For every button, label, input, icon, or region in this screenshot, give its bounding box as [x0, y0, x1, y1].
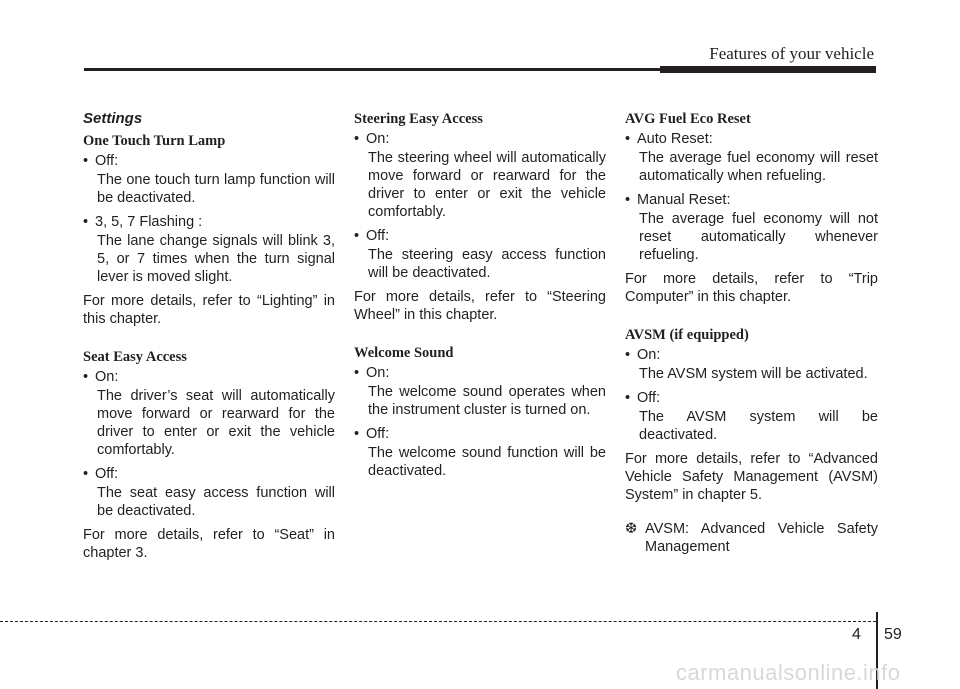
column-1	[83, 110, 335, 562]
heading-welcome-sound: Welcome Sound	[354, 345, 454, 361]
list-item: • Auto Reset:	[625, 130, 878, 148]
paragraph: For more details, refer to “Lighting” in this chapter.	[83, 293, 335, 327]
heading-seat-easy-access: Seat Easy Access	[83, 349, 187, 365]
list-item-desc: The average fuel economy will not reset automatically whenever refueling.	[639, 211, 878, 263]
list-item: • On:	[354, 130, 606, 148]
list-item-desc: The welcome sound function will be deactivated.	[368, 445, 606, 479]
chapter-number: 4	[852, 626, 861, 643]
list-item-desc: The seat easy access function will be deactivated.	[97, 485, 335, 519]
paragraph: For more details, refer to “Steering Wheel” in this chapter.	[354, 289, 606, 323]
header-rule-accent	[660, 66, 876, 73]
page-number: 59	[884, 626, 902, 643]
list-item-desc: The welcome sound operates when the instrument cluster is turned on.	[368, 384, 606, 418]
paragraph: For more details, refer to “Seat” in chapter 3.	[83, 527, 335, 561]
list-item: • Off:	[354, 425, 606, 443]
list-item: • On:	[83, 368, 335, 386]
column-3	[625, 110, 878, 556]
heading-one-touch-turn-lamp: One Touch Turn Lamp	[83, 133, 226, 149]
watermark: carmanualsonline.info	[676, 660, 901, 685]
list-item-desc: The steering wheel will automatically move forward or rearward for the driver to enter or exit the vehicle comfortably.	[368, 150, 606, 220]
list-item-desc: The lane change signals will blink 3, 5, or 7 times when the turn signal lever is moved slight.	[97, 233, 335, 285]
list-item: • Off:	[625, 389, 878, 407]
paragraph: For more details, refer to “Trip Computer” in this chapter.	[625, 271, 878, 305]
column-2	[354, 110, 606, 486]
list-item: • On:	[625, 346, 878, 364]
list-item-desc: The one touch turn lamp function will be deactivated.	[97, 172, 335, 206]
paragraph: For more details, refer to “Advanced Vehicle Safety Management (AVSM) System” in chapter 5.	[625, 451, 878, 503]
footer-rule	[0, 621, 876, 622]
list-item: • Off:	[354, 227, 606, 245]
heading-steering-easy-access: Steering Easy Access	[354, 111, 483, 127]
heading-avsm: AVSM (if equipped)	[625, 327, 749, 343]
list-item: • On:	[354, 364, 606, 382]
list-item-desc: The AVSM system will be deactivated.	[639, 409, 878, 443]
footnote-text: AVSM: Advanced Vehicle Safety Management	[645, 521, 878, 555]
list-item: • Off:	[83, 465, 335, 483]
list-item: • Manual Reset:	[625, 191, 878, 209]
page-header-title: Features of your vehicle	[709, 44, 874, 63]
list-item: • Off:	[83, 152, 335, 170]
list-item: • 3, 5, 7 Flashing :	[83, 213, 335, 231]
heading-avg-fuel-eco-reset: AVG Fuel Eco Reset	[625, 111, 751, 127]
footnote	[625, 520, 878, 556]
list-item-desc: The steering easy access function will be deactivated.	[368, 247, 606, 281]
list-item-desc: The driver’s seat will automatically move forward or rearward for the driver to enter or exit the vehicle comfortably.	[97, 388, 335, 458]
list-item-desc: The average fuel economy will reset automatically when refueling.	[639, 150, 878, 184]
list-item-desc: The AVSM system will be activated.	[639, 366, 868, 382]
note-symbol-icon: ❆	[625, 521, 638, 537]
section-title: Settings	[83, 110, 143, 127]
